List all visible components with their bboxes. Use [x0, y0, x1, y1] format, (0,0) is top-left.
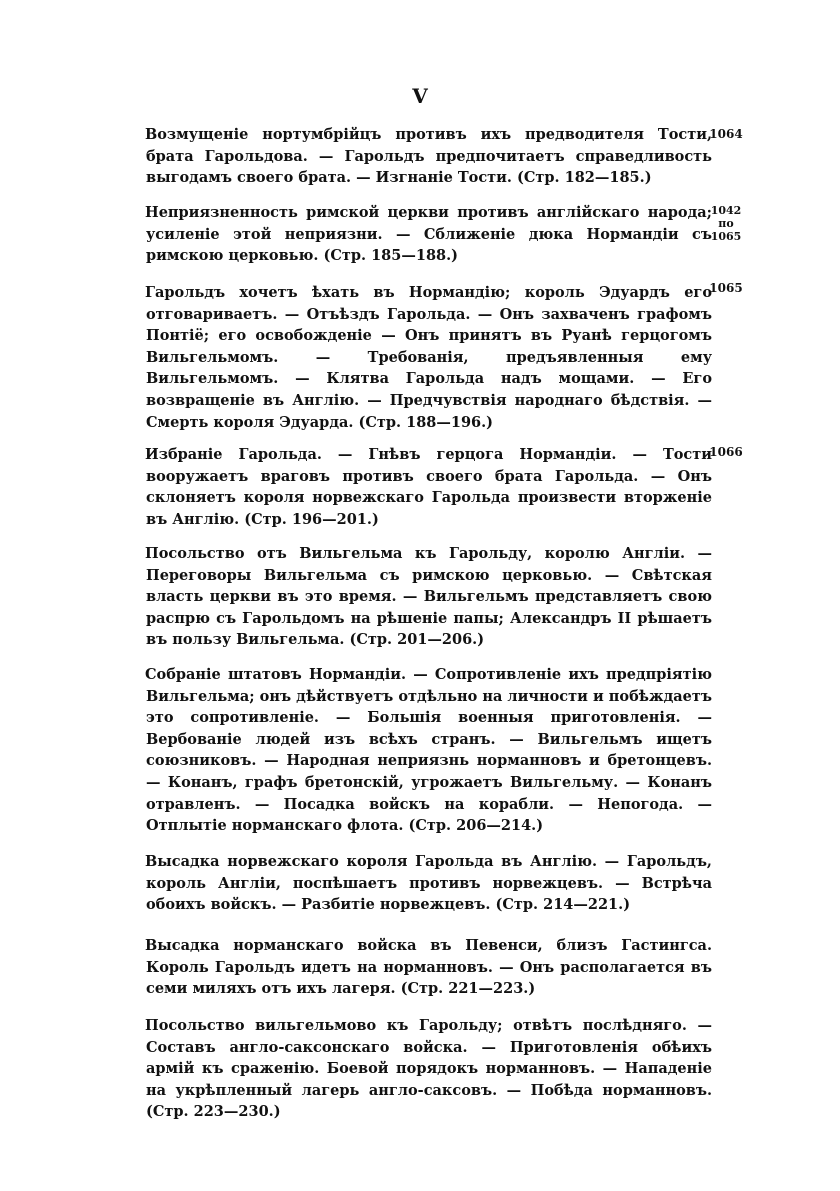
entry-text: Избраніе Гарольда. — Гнѣвъ герцога Нормандіи. — Тости вооружаетъ враговъ противъ своего брата Гарольда. — Онъ склоняетъ короля норвежскаго Гарольда произвести вторженіе въ Англію. (Стр. 196—201.): [145, 446, 712, 528]
toc-entry-9: [146, 1015, 712, 1123]
entry-text: Высадка норманскаго войска въ Певенси, близъ Гастингса. Король Гарольдъ идетъ на норманновъ. — Онъ располагается въ семи миляхъ отъ ихъ лагеря. (Стр. 221—223.): [145, 937, 712, 998]
toc-entry-8: [146, 935, 712, 1000]
toc-entry-1: [146, 124, 712, 189]
entry-text: Возмущеніе нортумбрійцъ противъ ихъ предводителя Тости, брата Гарольдова. — Гарольдъ предпочитаетъ справедливость выгодамъ своего брата. — Изгнаніе Тости. (Стр. 182—185.): [145, 126, 712, 187]
entry-text: Гарольдъ хочетъ ѣхать въ Нормандію; король Эдуардъ его отговариваетъ. — Отъѣздъ Гарольда. — Онъ захваченъ графомъ Понтіё; его освобожденіе — Онъ принятъ въ Руанѣ герцогомъ Вильгельмомъ. — Требованія, предъявленныя ему Вильгельмомъ. — Клятва Гарольда надъ мощами. — Его возвращеніе въ Англію. — Предчувствія народнаго бѣдствія. — Смерть короля Эдуарда. (Стр. 188—196.): [145, 284, 712, 431]
entry-text: Посольство отъ Вильгельма къ Гарольду, королю Англіи. — Переговоры Вильгельма съ римскою церковью. — Свѣтская власть церкви въ это время. — Вильгельмъ представляетъ свою распрю съ Гарольдомъ на рѣшеніе папы; Александръ II рѣшаетъ въ пользу Вильгельма. (Стр. 201—206.): [145, 545, 712, 649]
page-number: V: [412, 84, 428, 108]
entry-year-range: 1042 по 1065: [710, 204, 742, 243]
toc-entry-7: [146, 851, 712, 916]
toc-entry-3: [146, 282, 712, 433]
toc-entry-5: [146, 543, 712, 651]
entry-year: 1065: [709, 281, 743, 295]
entry-year: 1066: [709, 445, 743, 459]
entry-text: Высадка норвежскаго короля Гарольда въ Англію. — Гарольдъ, король Англіи, поспѣшаетъ противъ норвежцевъ. — Встрѣча обоихъ войскъ. — Разбитіе норвежцевъ. (Стр. 214—221.): [145, 853, 712, 914]
entry-year: 1064: [709, 127, 743, 141]
toc-entry-2: [146, 202, 712, 267]
entry-text: Собраніе штатовъ Нормандіи. — Сопротивленіе ихъ предпріятію Вильгельма; онъ дѣйствуетъ отдѣльно на личности и побѣждаетъ это сопротивленіе. — Большія военныя приготовленія. — Вербованіе людей изъ всѣхъ странъ. — Вильгельмъ ищетъ союзниковъ. — Народная неприязнь норманновъ и бретонцевъ. — Конанъ, графъ бретонскій, угрожаетъ Вильгельму. — Конанъ отравленъ. — Посадка войскъ на корабли. — Непогода. — Отплытіе норманскаго флота. (Стр. 206—214.): [145, 666, 712, 835]
entry-text: Посольство вильгельмово къ Гарольду; отвѣтъ послѣдняго. — Составъ англо-саксонскаго войска. — Приготовленія обѣихъ армій къ сраженію. Боевой порядокъ норманновъ. — Нападеніе на укрѣпленный лагерь англо-саксовъ. — Побѣда норманновъ. (Стр. 223—230.): [145, 1017, 712, 1121]
toc-entry-6: [146, 664, 712, 837]
entry-text: Неприязненность римской церкви противъ англійскаго народа; усиленіе этой неприязни. — Сближеніе дюка Нормандіи съ римскою церковью. (Стр. 185—188.): [145, 204, 712, 265]
toc-entry-4: [146, 444, 712, 530]
